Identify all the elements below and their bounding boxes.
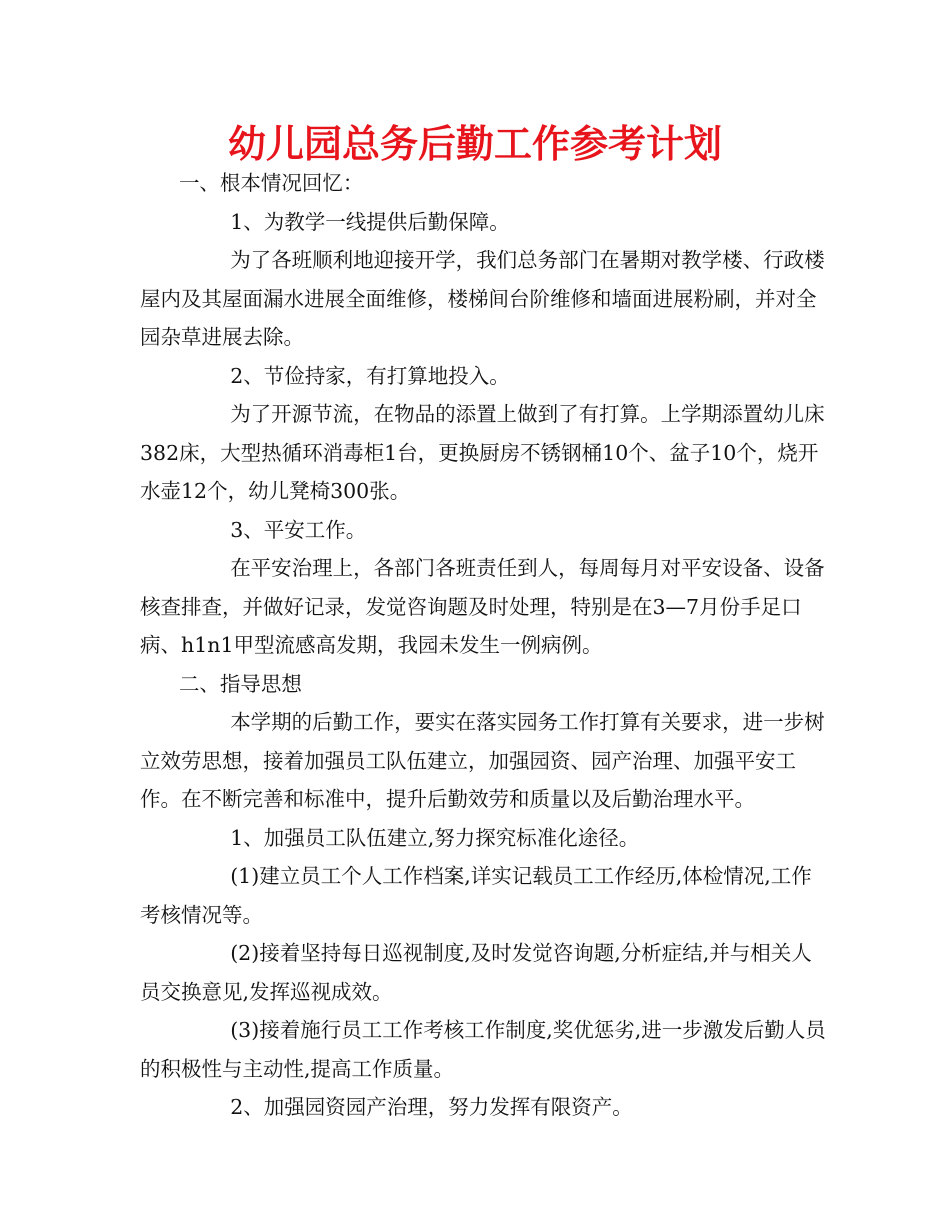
paragraph: 2、节俭持家，有打算地投入。 — [230, 363, 510, 388]
paragraph: 1、加强员工队伍建立,努力探究标准化途径。 — [230, 825, 640, 850]
document-body — [140, 164, 830, 1127]
paragraph: 3、平安工作。 — [230, 517, 367, 542]
paragraph: 2、加强园资园产治理，努力发挥有限资产。 — [230, 1095, 633, 1119]
document-title: 幼儿园总务后勤工作参考计划 — [227, 122, 722, 166]
paragraph: 为了开源节流，在物品的添置上做到了有打算。上学期添置幼儿床382床，大型热循环消毒柜1台，更换厨房不锈钢桶10个、盆子10个，烧开水壶12个，幼儿凳椅300张。 — [140, 402, 825, 503]
paragraph: (2)接着坚持每日巡视制度,及时发觉咨询题,分析症结,并与相关人员交换意见,发挥巡视成效。 — [140, 941, 812, 1004]
paragraph: (3)接着施行员工工作考核工作制度,奖优惩劣,进一步激发后勤人员的积极性与主动性,提高工作质量。 — [140, 1018, 826, 1081]
paragraph: 为了各班顺利地迎接开学，我们总务部门在暑期对教学楼、行政楼屋内及其屋面漏水进展全面维修，楼梯间台阶维修和墙面进展粉刷，并对全园杂草进展去除。 — [140, 248, 825, 349]
paragraph: 本学期的后勤工作，要实在落实园务工作打算有关要求，进一步树立效劳思想，接着加强员工队伍建立，加强园资、园产治理、加强平安工作。在不断完善和标准中，提升后勤效劳和质量以及后勤治理水平。 — [140, 710, 825, 811]
section-heading: 二、指导思想 — [178, 671, 302, 696]
section-heading: 一、根本情况回忆： — [178, 171, 364, 195]
paragraph: 在平安治理上，各部门各班责任到人，每周每月对平安设备、设备核查排查，并做好记录，发觉咨询题及时处理，特别是在3—7月份手足口病、h1n1甲型流感高发期，我园未发生一例病例。 — [140, 556, 825, 657]
paragraph: (1)建立员工个人工作档案,详实记载员工工作经历,体检情况,工作考核情况等。 — [140, 864, 812, 927]
paragraph: 1、为教学一线提供后勤保障。 — [230, 209, 510, 234]
